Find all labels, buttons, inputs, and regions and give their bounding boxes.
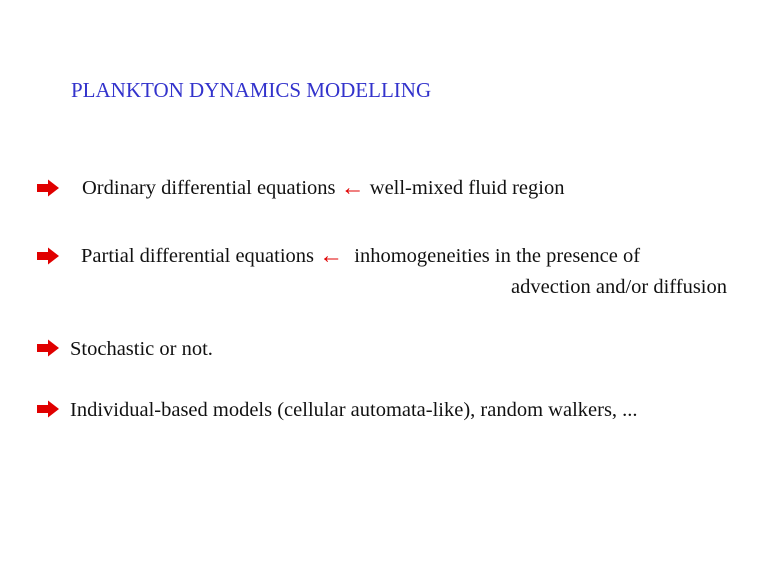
bullet-stochastic: Stochastic or not. <box>70 338 213 360</box>
bullet-individual-based: Individual-based models (cellular automata-like), random walkers, ... <box>70 399 638 421</box>
bullet-ode-lhs: Ordinary differential equations <box>82 177 336 199</box>
right-arrow-icon <box>36 339 60 357</box>
bullet-pde <box>81 244 640 268</box>
right-arrow-icon <box>36 400 60 418</box>
left-arrow-icon: ← <box>319 243 344 269</box>
slide-title: PLANKTON DYNAMICS MODELLING <box>71 78 432 102</box>
bullet-ode-rhs: well-mixed fluid region <box>369 177 565 199</box>
right-arrow-icon <box>36 179 60 197</box>
bullet-pde-rhs: inhomogeneities in the presence of <box>354 245 641 267</box>
right-arrow-icon <box>36 247 60 265</box>
left-arrow-icon: ← <box>340 175 365 201</box>
bullet-pde-lhs: Partial differential equations <box>81 245 315 267</box>
bullet-ode <box>82 176 564 200</box>
bullet-pde-continuation: advection and/or diffusion <box>511 276 727 298</box>
